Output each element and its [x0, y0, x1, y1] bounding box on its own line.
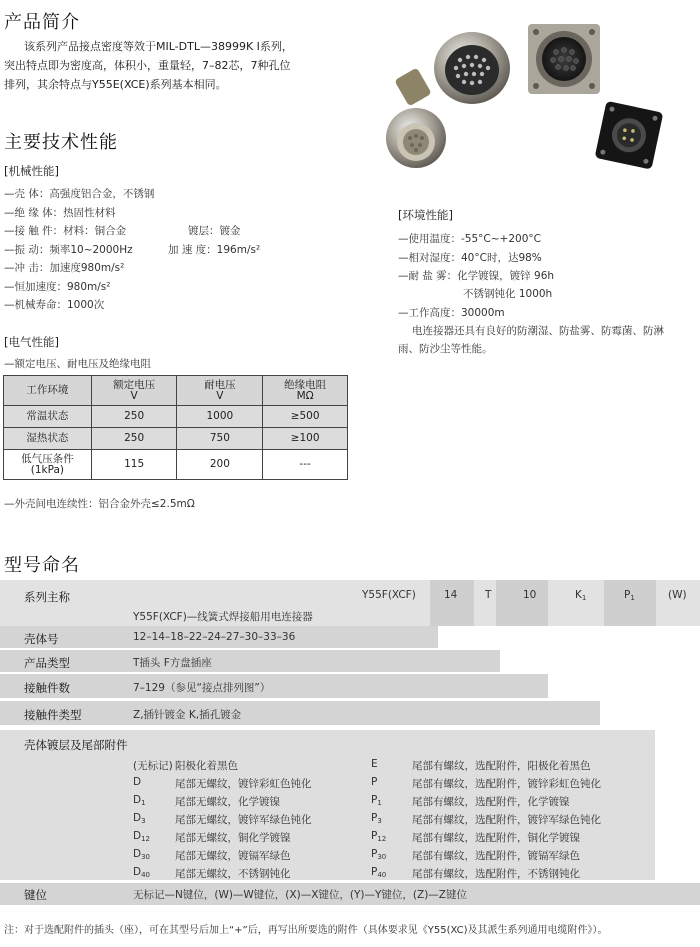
table-cell: 115 [91, 450, 177, 480]
code-part-contact: $K_1$ [575, 589, 587, 602]
finish-code: $P_{30}$ [371, 848, 387, 861]
code-part-key: (W) [668, 589, 687, 601]
intro-line: 该系列产品接点密度等效于MIL-DTL—38999K Ⅰ系列， [24, 40, 293, 53]
finish-desc: 尾部有螺纹，选配附件，化学镀镍 [412, 796, 570, 808]
finish-code: $D_{30}$ [133, 848, 151, 861]
table-header: 绝缘电阻 MΩ [263, 376, 348, 406]
finish-code: $P_3$ [371, 812, 382, 825]
table-row [4, 450, 348, 480]
naming-label: 壳体镀层及尾部附件 [24, 738, 128, 752]
naming-title: 型号命名 [4, 555, 80, 576]
finish-code: $D_1$ [133, 794, 146, 807]
table-cell: 250 [91, 406, 177, 428]
plug-photo [386, 68, 446, 168]
elec-subtitle: —额定电压、耐电压及绝缘电阻 [4, 358, 151, 370]
table-header: 耐电压 V [177, 376, 263, 406]
intro-line: 排列，其余特点与Y55E(XCE)系列基本相同。 [4, 78, 227, 91]
naming-label: 键位 [24, 888, 47, 902]
naming-value: Y55F(XCF)—线簧式焊接船用电连接器 [133, 611, 313, 623]
naming-value: T插头 F方盘插座 [133, 657, 212, 669]
table-header: 额定电压 V [91, 376, 177, 406]
finish-desc: 尾部无螺纹，不锈钢钝化 [175, 868, 291, 880]
tech-title: 主要技术性能 [4, 132, 118, 153]
table-cell: 常温状态 [4, 406, 92, 428]
connector-photos [370, 10, 690, 170]
mech-row: —接 触 件：材料：铜合金 [4, 225, 127, 237]
finish-code: $D_{40}$ [133, 866, 151, 879]
env-row: —耐 盐 雾：化学镀镍，镀锌 96h [398, 270, 555, 282]
finish-code: $P_{40}$ [371, 866, 387, 879]
code-part-shell: 14 [444, 589, 458, 601]
table-cell: ≥100 [263, 428, 348, 450]
table-header-row [4, 376, 348, 406]
receptacle-photo [434, 32, 510, 104]
naming-value: 7–129（参见“接点排列图”） [133, 682, 271, 694]
finish-code: $D_3$ [133, 812, 146, 825]
band [0, 580, 700, 626]
code-part-count: 10 [523, 589, 537, 601]
black-receptacle-photo [595, 101, 664, 170]
finish-code: E [371, 758, 378, 770]
mech-row-extra: 加 速 度：196m/s² [168, 244, 261, 256]
mech-row: —壳 体：高强度铝合金，不锈钢 [4, 188, 155, 200]
finish-desc: 尾部有螺纹，选配附件，镀锌彩虹色钝化 [412, 778, 601, 790]
band [0, 674, 548, 698]
elec-header: [电气性能] [4, 335, 59, 349]
env-row: —工作高度：30000m [398, 307, 505, 319]
band [0, 650, 500, 672]
table-cell: 750 [177, 428, 263, 450]
finish-code: (无标记) [133, 760, 173, 772]
table-row [4, 406, 348, 428]
table-cell: 200 [177, 450, 263, 480]
env-header: [环境性能] [398, 208, 453, 222]
code-part-type: T [485, 589, 492, 601]
finish-desc: 尾部无螺纹，镀锌军绿色钝化 [175, 814, 312, 826]
code-part-finish: $P_1$ [624, 589, 635, 602]
table-cell: 250 [91, 428, 177, 450]
table-cell: 1000 [177, 406, 263, 428]
finish-desc: 尾部无螺纹，铜化学镀镍 [175, 832, 291, 844]
naming-label: 接触件类型 [24, 708, 82, 722]
naming-label: 系列主称 [24, 590, 70, 604]
code-part-series: Y55F(XCF) [362, 589, 416, 601]
finish-code: $P_{12}$ [371, 830, 387, 843]
env-row: 不锈钢钝化 1000h [463, 288, 553, 300]
code-column [604, 580, 656, 626]
finish-code: $P_1$ [371, 794, 382, 807]
code-column [496, 580, 548, 626]
naming-value: 12–14–18–22–24–27–30–33–36 [133, 631, 296, 643]
finish-code: D [133, 776, 142, 788]
mech-row: —恒加速度：980m/s² [4, 281, 111, 293]
finish-desc: 尾部有螺纹，选配附件，镀镉军绿色 [412, 850, 580, 862]
mech-row-extra: 镀层：镀金 [188, 225, 241, 237]
finish-desc: 尾部有螺纹，选配附件，铜化学镀镍 [412, 832, 580, 844]
flange-receptacle-photo [528, 24, 600, 94]
finish-desc: 尾部无螺纹，化学镀镍 [175, 796, 280, 808]
intro-title: 产品简介 [4, 12, 80, 33]
table-cell: 湿热状态 [4, 428, 92, 450]
footnote: 注：对于选配附件的插头（座），可在其型号后加上“+”后，再写出所要选的附件（具体要求见《Y55(XC)及其派生系列通用电缆附件》）。 [4, 925, 608, 936]
band [0, 701, 600, 725]
naming-label: 接触件数 [24, 681, 70, 695]
finish-desc: 尾部有螺纹，选配附件，不锈钢钝化 [412, 868, 580, 880]
table-row [4, 428, 348, 450]
table-cell: 低气压条件 (1kPa) [4, 450, 92, 480]
naming-label: 壳体号 [24, 632, 59, 646]
table-header: 工作环境 [4, 376, 92, 406]
electrical-table [3, 375, 348, 480]
table-cell: ≥500 [263, 406, 348, 428]
finish-code: $D_{12}$ [133, 830, 151, 843]
finish-desc: 阳极化着黑色 [175, 760, 238, 772]
mech-row: —机械寿命：1000次 [4, 299, 105, 311]
intro-line: 突出特点即为密度高，体积小，重量轻，7–82芯，7种孔位 [4, 59, 291, 72]
finish-desc: 尾部无螺纹，镀锌彩虹色钝化 [175, 778, 312, 790]
env-row: —使用温度：-55°C~+200°C [398, 233, 541, 245]
continuity-note: —外壳间电连续性：铝合金外壳≤2.5mΩ [4, 498, 195, 510]
naming-value: Z,插针镀金 K,插孔镀金 [133, 709, 242, 721]
finish-desc: 尾部有螺纹，选配附件，阳极化着黑色 [412, 760, 591, 772]
mech-row: —振 动：频率10~2000Hz [4, 244, 133, 256]
code-column [430, 580, 474, 626]
env-row: —相对湿度：40°C时，达98% [398, 252, 542, 264]
finish-desc: 尾部无螺纹，镀镉军绿色 [175, 850, 291, 862]
env-row: 雨、防沙尘等性能。 [398, 343, 493, 355]
finish-code: P [371, 776, 378, 788]
mech-row: —冲 击：加速度980m/s² [4, 262, 125, 274]
finish-desc: 尾部有螺纹，选配附件，镀锌军绿色钝化 [412, 814, 601, 826]
naming-label: 产品类型 [24, 656, 70, 670]
env-row: 电连接器还具有良好的防潮湿、防盐雾、防霉菌、防淋 [412, 325, 664, 337]
mech-row: —绝 缘 体：热固性材料 [4, 207, 116, 219]
mech-header: [机械性能] [4, 164, 59, 178]
table-cell: --- [263, 450, 348, 480]
naming-value: 无标记—N键位，(W)—W键位，(X)—X键位，(Y)—Y键位，(Z)—Z键位 [133, 889, 467, 901]
